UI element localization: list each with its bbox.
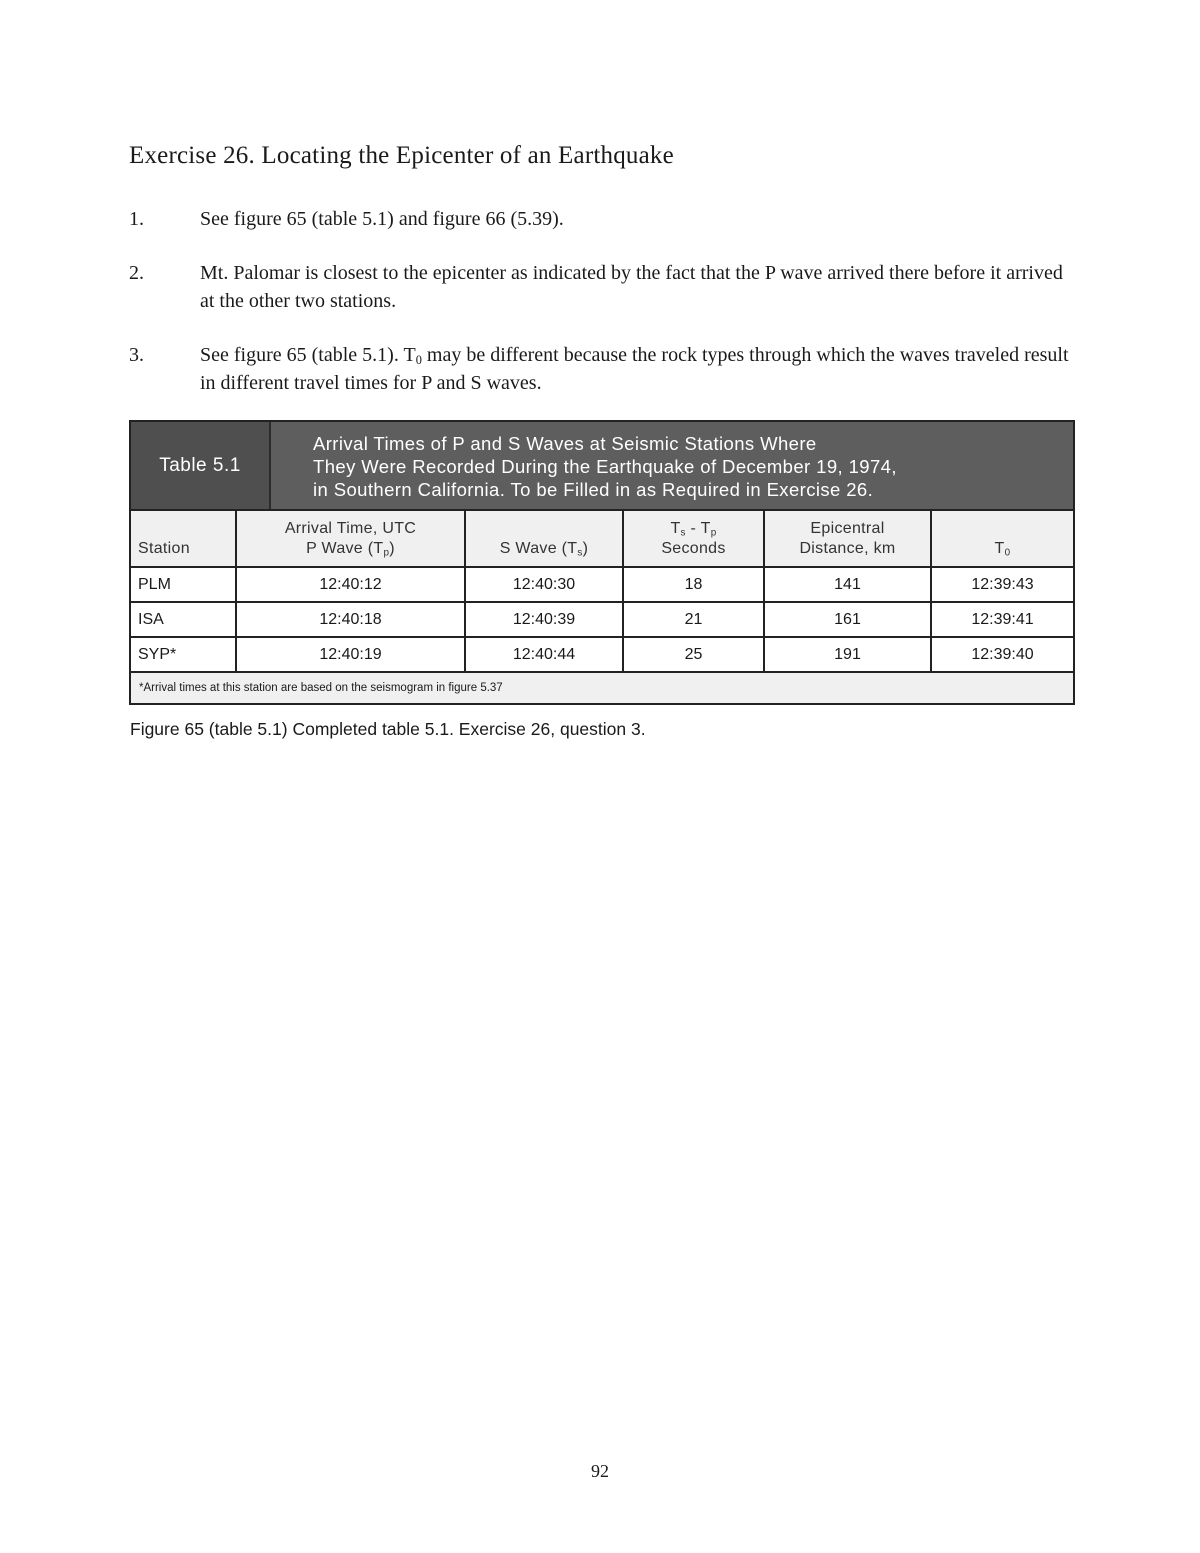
- table-footnote-row: [131, 672, 1073, 703]
- table-row: [131, 637, 1073, 672]
- arrival-times-table: [129, 420, 1075, 705]
- cell-p-wave: 12:40:18: [236, 602, 465, 637]
- col-header-diff-unit: Seconds: [661, 540, 726, 557]
- subscript: 0: [1004, 547, 1011, 559]
- col-header-s-wave-label: S Wave (T: [499, 540, 578, 557]
- table-row: [131, 567, 1073, 602]
- table-caption-line: in Southern California. To be Filled in as Required in Exercise 26.: [313, 479, 874, 500]
- item-text-subscript: 0: [415, 353, 422, 368]
- col-header-s-wave: S Wave $(T_s)$: [465, 511, 623, 567]
- cell-distance: 161: [764, 602, 931, 637]
- col-header-diff-mid: - T: [685, 520, 711, 537]
- col-header-distance: [764, 511, 931, 567]
- col-header-p-wave: Arrival Time, UTC P Wave $(T_p)$: [236, 511, 465, 567]
- cell-difference: 18: [623, 567, 764, 602]
- table-caption-line: Arrival Times of P and S Waves at Seismic Stations Where: [313, 433, 817, 454]
- col-header-distance-km: Distance, km: [799, 540, 896, 557]
- subscript: p: [383, 547, 390, 559]
- table-number: Table 5.1: [131, 422, 271, 509]
- col-header-difference: [623, 511, 764, 567]
- subscript: p: [710, 527, 717, 539]
- table-caption-line: They Were Recorded During the Earthquake of December 19, 1974,: [313, 456, 897, 477]
- col-header-diff-t: T: [670, 520, 681, 537]
- cell-t0: 12:39:40: [931, 637, 1073, 672]
- item-text-part: See figure 65 (table 5.1). T: [200, 344, 416, 366]
- cell-distance: 141: [764, 567, 931, 602]
- figure-caption: Figure 65 (table 5.1) Completed table 5.1. Exercise 26, question 3.: [130, 719, 646, 739]
- col-header-arrival-time: Arrival Time, UTC: [284, 520, 417, 537]
- cell-s-wave: 12:40:30: [465, 567, 623, 602]
- col-header-t0: [931, 511, 1073, 567]
- table-caption: [271, 422, 1073, 509]
- col-header-station: Station: [131, 511, 236, 567]
- table-footnote: *Arrival times at this station are based on the seismogram in figure 5.37: [131, 672, 1073, 703]
- cell-difference: 25: [623, 637, 764, 672]
- cell-difference: 21: [623, 602, 764, 637]
- cell-station: ISA: [131, 602, 236, 637]
- item-text: Mt. Palomar is closest to the epicenter as indicated by the fact that the P wave arrived there before it arrived at the other two stations.: [200, 262, 1063, 312]
- item-number: 1.: [129, 208, 144, 230]
- page-heading: Exercise 26. Locating the Epicenter of an Earthquake: [129, 142, 674, 169]
- cell-t0: 12:39:41: [931, 602, 1073, 637]
- col-header-t0-label: T: [994, 540, 1005, 557]
- cell-p-wave: 12:40:19: [236, 637, 465, 672]
- item-number: 3.: [129, 344, 144, 366]
- item-text-part: may be different because the rock types through which the waves traveled result in different travel times for P and S waves.: [200, 344, 1069, 394]
- column-header-row: [131, 511, 1073, 567]
- page-number: 92: [591, 1461, 609, 1481]
- item-text: See figure 65 (table 5.1) and figure 66 (5.39).: [200, 208, 564, 230]
- subscript: s: [577, 547, 583, 559]
- cell-p-wave: 12:40:12: [236, 567, 465, 602]
- table-header-band: [131, 422, 1073, 511]
- cell-distance: 191: [764, 637, 931, 672]
- table-row: [131, 602, 1073, 637]
- data-table: [131, 511, 1073, 703]
- item-text: [200, 341, 1070, 397]
- cell-s-wave: 12:40:39: [465, 602, 623, 637]
- col-header-p-wave-label: P Wave (T: [306, 540, 384, 557]
- cell-s-wave: 12:40:44: [465, 637, 623, 672]
- item-number: 2.: [129, 262, 144, 284]
- subscript: s: [680, 527, 686, 539]
- cell-station: PLM: [131, 567, 236, 602]
- cell-t0: 12:39:43: [931, 567, 1073, 602]
- cell-station: SYP*: [131, 637, 236, 672]
- col-header-epicentral: Epicentral: [810, 520, 885, 537]
